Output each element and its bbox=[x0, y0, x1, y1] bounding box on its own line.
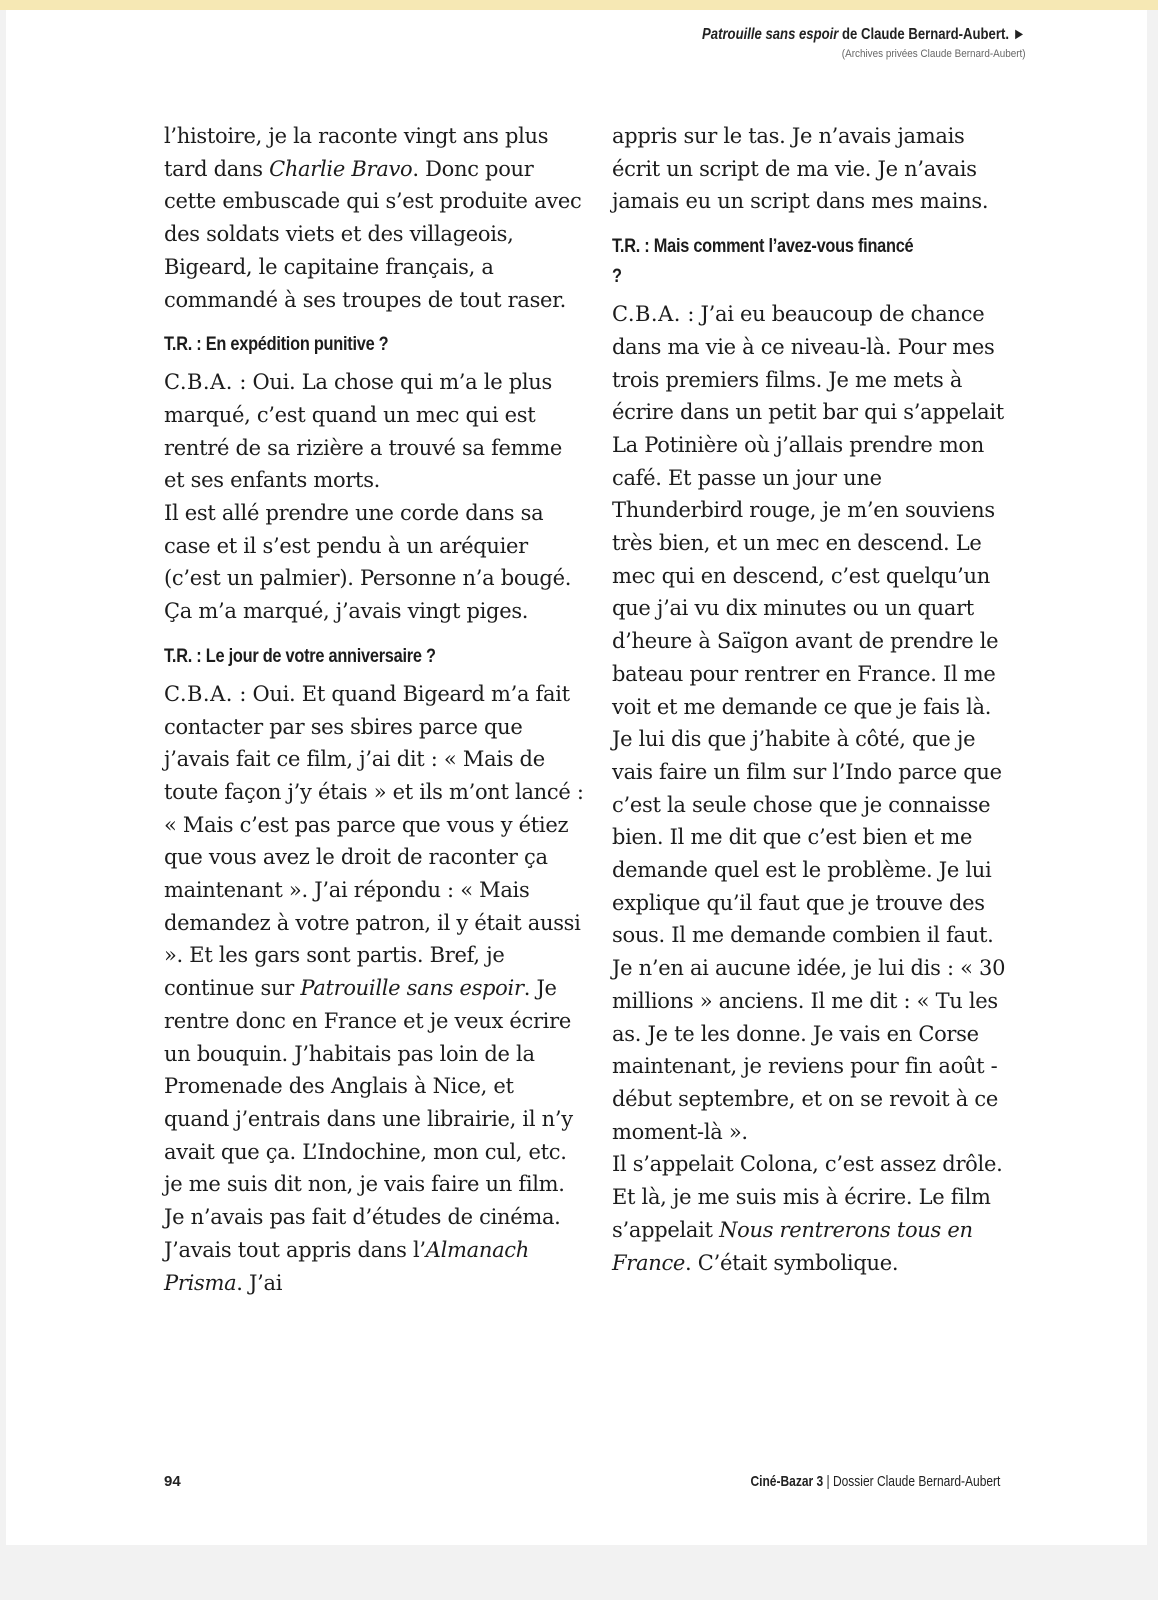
separator: | bbox=[822, 1473, 833, 1490]
interview-question: T.R. : En expédition punitive ? bbox=[164, 334, 389, 356]
speaker-label: C.B.A. bbox=[164, 681, 233, 706]
paragraph bbox=[612, 1148, 1012, 1279]
paragraph: appris sur le tas. Je n’avais jamais écrit un script de ma vie. Je n’avais jamais eu un script dans mes mains. bbox=[612, 124, 989, 214]
text-run: Il s’appelait Colona, c’est assez drôle. Et là, je me suis mis à écrire. Le film s’appelait bbox=[612, 1152, 1003, 1242]
italic-title: Patrouille sans espoir bbox=[300, 976, 524, 1001]
speaker-label: C.B.A. bbox=[164, 370, 233, 395]
interview-question: T.R. : Le jour de votre anniversaire ? bbox=[164, 645, 436, 667]
text-run: . J’ai bbox=[236, 1270, 283, 1295]
caption-credit: (Archives privées Claude Bernard-Aubert) bbox=[842, 48, 1026, 60]
text-run: . C’était symbolique. bbox=[685, 1250, 899, 1275]
paragraph: Il est allé prendre une corde dans sa case et il s’est pendu à un aréquier (c’est un palmier). Personne n’a bougé. Ça m’a marqué, j’avais vingt piges. bbox=[164, 501, 572, 624]
top-strip bbox=[0, 0, 1158, 10]
caption-rest: de Claude Bernard-Aubert. ► bbox=[838, 26, 1026, 43]
paragraph bbox=[164, 120, 584, 316]
italic-title: Charlie Bravo bbox=[269, 156, 413, 181]
interview-answer bbox=[164, 366, 584, 497]
photo-caption bbox=[631, 26, 1026, 60]
page-number: 94 bbox=[164, 1473, 181, 1490]
interview-answer bbox=[612, 298, 1012, 1148]
text-run: . Donc pour cette embuscade qui s’est produite avec des soldats viets et des villageois, Bigeard, le capitaine français, a commandé à ses troupes de tout raser. bbox=[164, 156, 582, 312]
publication-info bbox=[750, 1473, 1000, 1490]
caption-title bbox=[702, 26, 1026, 44]
caption-film-title: Patrouille sans espoir bbox=[702, 26, 839, 43]
left-column bbox=[164, 120, 584, 1299]
text-run: : Oui. La chose qui m’a le plus marqué, c’est quand un mec qui est rentré de sa rizière a trouvé sa femme et ses enfants morts. bbox=[164, 370, 563, 493]
text-run: : Oui. Et quand Bigeard m’a fait contacter par ses sbires parce que j’avais fait ce film, j’ai dit : « Mais de toute façon j’y étais » et ils m’ont lancé : « Mais c’est pas parce que vous y étiez que vous avez le droit de raconter ça maintenant ». J’ai répondu : « Mais demandez à votre patron, il y était aussi ». Et les gars sont partis. Bref, je continue sur bbox=[164, 681, 584, 1001]
italic-title: Almanach Prisma bbox=[164, 1237, 529, 1295]
publication-name: Ciné-Bazar 3 bbox=[750, 1473, 823, 1490]
dossier-name: Dossier Claude Bernard-Aubert bbox=[832, 1473, 1000, 1490]
text-run: : J’ai eu beaucoup de chance dans ma vie à ce niveau-là. Pour mes trois premiers films. Je me mets à écrire dans un petit bar qui s’appelait La Potinière où j’allais prendre mon café. Et passe un jour une Thunderbird rouge, je m’en souviens très bien, et un mec en descend. Le mec qui en descend, c’est quelqu’un que j’ai vu dix minutes ou un quart d’heure à Saïgon avant de prendre le bateau pour rentrer en France. Il me voit et me demande ce que je fais là. Je lui dis que j’habite à côté, que je vais faire un film sur l’Indo parce que c’est la seule chose que je connaisse bien. Il me dit que c’est bien et me demande quel est le problème. Je lui explique qu’il faut que je trouve des sous. Il me demande combien il faut. Je n’en ai aucune idée, je lui dis : « 30 millions » anciens. Il me dit : « Tu les as. Je te les donne. Je vais en Corse maintenant, je reviens pour fin août - début septembre, et on se revoit à ce moment-là ». bbox=[612, 302, 1006, 1144]
interview-question: T.R. : Mais comment l’avez-vous financé ? bbox=[612, 236, 914, 288]
italic-title: Nous rentrerons tous en France bbox=[612, 1217, 973, 1275]
text-run: . Je rentre donc en France et je veux écrire un bouquin. J’habitais pas loin de la Promenade des Anglais à Nice, et quand j’entrais dans une librairie, il n’y avait que ça. L’Indochine, mon cul, etc. je me suis dit non, je vais faire un film. Je n’avais pas fait d’études de cinéma. J’avais tout appris dans l’ bbox=[164, 976, 573, 1262]
text-run: l’histoire, je la raconte vingt ans plus tard dans bbox=[164, 124, 549, 181]
right-column bbox=[612, 120, 1012, 1279]
speaker-label: C.B.A. bbox=[612, 302, 681, 327]
interview-answer bbox=[164, 678, 584, 1299]
